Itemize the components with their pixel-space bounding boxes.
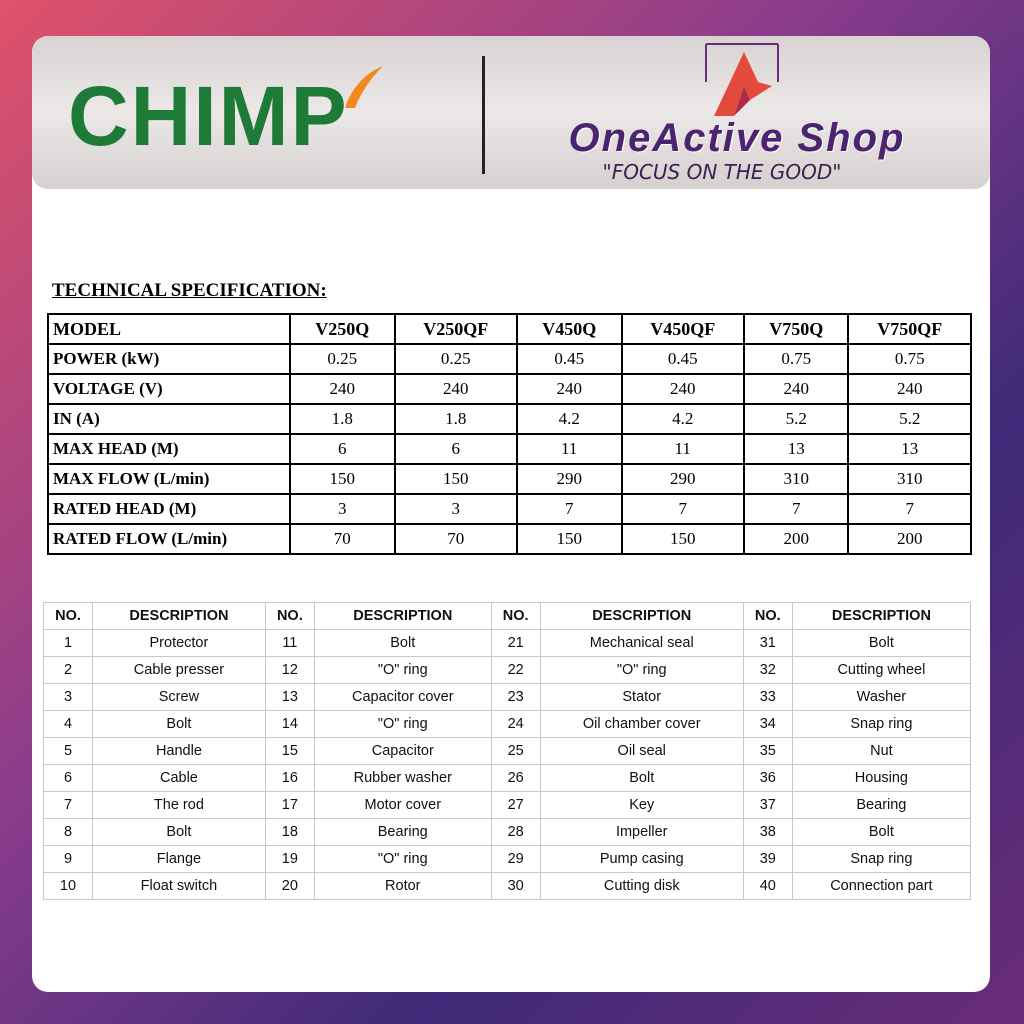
parts-cell: 4 xyxy=(44,711,93,738)
parts-cell: 11 xyxy=(265,630,314,657)
spec-cell: 7 xyxy=(517,494,622,524)
spec-cell: 150 xyxy=(290,464,395,494)
parts-cell: 13 xyxy=(265,684,314,711)
product-card xyxy=(32,36,990,992)
spec-header-cell: V450QF xyxy=(622,314,744,344)
spec-cell: 7 xyxy=(848,494,971,524)
parts-cell: 9 xyxy=(44,846,93,873)
parts-cell: 31 xyxy=(743,630,792,657)
parts-header-cell: NO. xyxy=(743,603,792,630)
parts-header-cell: DESCRIPTION xyxy=(792,603,970,630)
spec-cell: 0.75 xyxy=(848,344,971,374)
parts-header-cell: NO. xyxy=(44,603,93,630)
parts-cell: 10 xyxy=(44,873,93,900)
parts-cell: Bolt xyxy=(93,819,266,846)
spec-cell: 240 xyxy=(517,374,622,404)
spec-cell: 4.2 xyxy=(622,404,744,434)
spec-row xyxy=(48,374,971,404)
parts-cell: Connection part xyxy=(792,873,970,900)
spec-cell: 3 xyxy=(395,494,517,524)
parts-cell: "O" ring xyxy=(540,657,743,684)
parts-cell: 3 xyxy=(44,684,93,711)
parts-cell: Mechanical seal xyxy=(540,630,743,657)
spec-cell: 1.8 xyxy=(395,404,517,434)
spec-table xyxy=(47,313,972,555)
parts-cell: Nut xyxy=(792,738,970,765)
oneactive-logo-icon xyxy=(704,42,780,120)
parts-cell: 40 xyxy=(743,873,792,900)
spec-cell: 310 xyxy=(744,464,849,494)
parts-cell: 14 xyxy=(265,711,314,738)
shop-tagline: "FOCUS ON THE GOOD" xyxy=(602,160,842,184)
spec-cell: 0.25 xyxy=(395,344,517,374)
parts-cell: Snap ring xyxy=(792,711,970,738)
parts-cell: Washer xyxy=(792,684,970,711)
parts-row xyxy=(44,873,971,900)
parts-cell: 30 xyxy=(491,873,540,900)
parts-cell: 22 xyxy=(491,657,540,684)
parts-cell: 27 xyxy=(491,792,540,819)
spec-row xyxy=(48,404,971,434)
parts-cell: Impeller xyxy=(540,819,743,846)
parts-row xyxy=(44,765,971,792)
parts-cell: 29 xyxy=(491,846,540,873)
parts-cell: 23 xyxy=(491,684,540,711)
shop-name: OneActive Shop xyxy=(568,116,906,160)
parts-cell: Flange xyxy=(93,846,266,873)
spec-cell: 3 xyxy=(290,494,395,524)
parts-cell: 25 xyxy=(491,738,540,765)
parts-table xyxy=(43,602,971,900)
parts-cell: 7 xyxy=(44,792,93,819)
spec-cell: MAX FLOW (L/min) xyxy=(48,464,290,494)
parts-cell: Cutting disk xyxy=(540,873,743,900)
parts-cell: 5 xyxy=(44,738,93,765)
spec-cell: 13 xyxy=(848,434,971,464)
spec-cell: 310 xyxy=(848,464,971,494)
parts-cell: The rod xyxy=(93,792,266,819)
parts-cell: Key xyxy=(540,792,743,819)
parts-cell: Bolt xyxy=(540,765,743,792)
spec-cell: 150 xyxy=(395,464,517,494)
spec-cell: 70 xyxy=(395,524,517,554)
parts-row xyxy=(44,846,971,873)
parts-row xyxy=(44,819,971,846)
spec-cell: 11 xyxy=(517,434,622,464)
parts-cell: 39 xyxy=(743,846,792,873)
parts-cell: 36 xyxy=(743,765,792,792)
parts-cell: Cutting wheel xyxy=(792,657,970,684)
spec-cell: 290 xyxy=(622,464,744,494)
spec-cell: 240 xyxy=(290,374,395,404)
spec-header-cell: V250QF xyxy=(395,314,517,344)
parts-cell: 38 xyxy=(743,819,792,846)
parts-cell: Float switch xyxy=(93,873,266,900)
parts-cell: Motor cover xyxy=(314,792,491,819)
spec-row xyxy=(48,344,971,374)
parts-header-row xyxy=(44,603,971,630)
spec-row xyxy=(48,524,971,554)
brand-header xyxy=(32,36,990,189)
spec-cell: RATED HEAD (M) xyxy=(48,494,290,524)
parts-header-cell: DESCRIPTION xyxy=(314,603,491,630)
spec-cell: 150 xyxy=(517,524,622,554)
parts-cell: Bearing xyxy=(792,792,970,819)
parts-cell: Cable presser xyxy=(93,657,266,684)
spec-cell: RATED FLOW (L/min) xyxy=(48,524,290,554)
spec-cell: 240 xyxy=(622,374,744,404)
parts-cell: Snap ring xyxy=(792,846,970,873)
spec-row xyxy=(48,464,971,494)
parts-cell: Handle xyxy=(93,738,266,765)
parts-cell: 15 xyxy=(265,738,314,765)
header-divider xyxy=(482,56,485,174)
parts-cell: 33 xyxy=(743,684,792,711)
spec-cell: 5.2 xyxy=(848,404,971,434)
parts-cell: 12 xyxy=(265,657,314,684)
parts-row xyxy=(44,630,971,657)
spec-header-cell: V250Q xyxy=(290,314,395,344)
parts-row xyxy=(44,657,971,684)
spec-cell: 240 xyxy=(395,374,517,404)
parts-cell: Protector xyxy=(93,630,266,657)
spec-cell: 0.75 xyxy=(744,344,849,374)
parts-cell: Oil chamber cover xyxy=(540,711,743,738)
parts-cell: Stator xyxy=(540,684,743,711)
chimp-logo: CHIMP xyxy=(68,69,349,163)
spec-cell: 1.8 xyxy=(290,404,395,434)
parts-cell: "O" ring xyxy=(314,711,491,738)
parts-cell: Bolt xyxy=(792,630,970,657)
parts-row xyxy=(44,684,971,711)
spec-title: TECHNICAL SPECIFICATION: xyxy=(52,280,327,301)
parts-cell: Rotor xyxy=(314,873,491,900)
spec-cell: 4.2 xyxy=(517,404,622,434)
spec-cell: 5.2 xyxy=(744,404,849,434)
parts-cell: 21 xyxy=(491,630,540,657)
parts-cell: 37 xyxy=(743,792,792,819)
spec-cell: 0.45 xyxy=(517,344,622,374)
spec-cell: 7 xyxy=(744,494,849,524)
parts-row xyxy=(44,792,971,819)
spec-header-cell: V750QF xyxy=(848,314,971,344)
parts-cell: Cable xyxy=(93,765,266,792)
parts-cell: 8 xyxy=(44,819,93,846)
parts-row xyxy=(44,738,971,765)
parts-cell: 2 xyxy=(44,657,93,684)
parts-cell: Oil seal xyxy=(540,738,743,765)
parts-cell: 34 xyxy=(743,711,792,738)
parts-cell: Housing xyxy=(792,765,970,792)
parts-cell: 16 xyxy=(265,765,314,792)
spec-header-cell: MODEL xyxy=(48,314,290,344)
spec-cell: 240 xyxy=(744,374,849,404)
parts-cell: 18 xyxy=(265,819,314,846)
parts-header-cell: NO. xyxy=(491,603,540,630)
parts-cell: "O" ring xyxy=(314,657,491,684)
spec-cell: 200 xyxy=(848,524,971,554)
parts-cell: 28 xyxy=(491,819,540,846)
spec-cell: 240 xyxy=(848,374,971,404)
spec-cell: 70 xyxy=(290,524,395,554)
parts-header-cell: NO. xyxy=(265,603,314,630)
spec-cell: 150 xyxy=(622,524,744,554)
parts-cell: 35 xyxy=(743,738,792,765)
spec-row xyxy=(48,494,971,524)
spec-cell: 0.45 xyxy=(622,344,744,374)
parts-cell: 20 xyxy=(265,873,314,900)
parts-cell: Bolt xyxy=(314,630,491,657)
parts-cell: Pump casing xyxy=(540,846,743,873)
parts-cell: "O" ring xyxy=(314,846,491,873)
spec-cell: 0.25 xyxy=(290,344,395,374)
parts-header-cell: DESCRIPTION xyxy=(93,603,266,630)
parts-cell: 1 xyxy=(44,630,93,657)
parts-cell: Capacitor cover xyxy=(314,684,491,711)
spec-cell: MAX HEAD (M) xyxy=(48,434,290,464)
spec-cell: 6 xyxy=(290,434,395,464)
parts-cell: Bolt xyxy=(792,819,970,846)
parts-cell: 6 xyxy=(44,765,93,792)
spec-cell: 13 xyxy=(744,434,849,464)
parts-cell: 26 xyxy=(491,765,540,792)
parts-cell: Capacitor xyxy=(314,738,491,765)
spec-cell: 290 xyxy=(517,464,622,494)
spec-cell: VOLTAGE (V) xyxy=(48,374,290,404)
parts-header-cell: DESCRIPTION xyxy=(540,603,743,630)
spec-cell: POWER (kW) xyxy=(48,344,290,374)
parts-cell: 19 xyxy=(265,846,314,873)
parts-cell: 24 xyxy=(491,711,540,738)
spec-cell: 11 xyxy=(622,434,744,464)
spec-header-row xyxy=(48,314,971,344)
spec-header-cell: V450Q xyxy=(517,314,622,344)
parts-row xyxy=(44,711,971,738)
spec-cell: 7 xyxy=(622,494,744,524)
parts-cell: Rubber washer xyxy=(314,765,491,792)
parts-cell: Bearing xyxy=(314,819,491,846)
chimp-flame-icon xyxy=(341,62,385,112)
spec-cell: IN (A) xyxy=(48,404,290,434)
spec-cell: 6 xyxy=(395,434,517,464)
parts-cell: 32 xyxy=(743,657,792,684)
spec-row xyxy=(48,434,971,464)
parts-cell: 17 xyxy=(265,792,314,819)
parts-cell: Screw xyxy=(93,684,266,711)
spec-cell: 200 xyxy=(744,524,849,554)
parts-cell: Bolt xyxy=(93,711,266,738)
spec-header-cell: V750Q xyxy=(744,314,849,344)
